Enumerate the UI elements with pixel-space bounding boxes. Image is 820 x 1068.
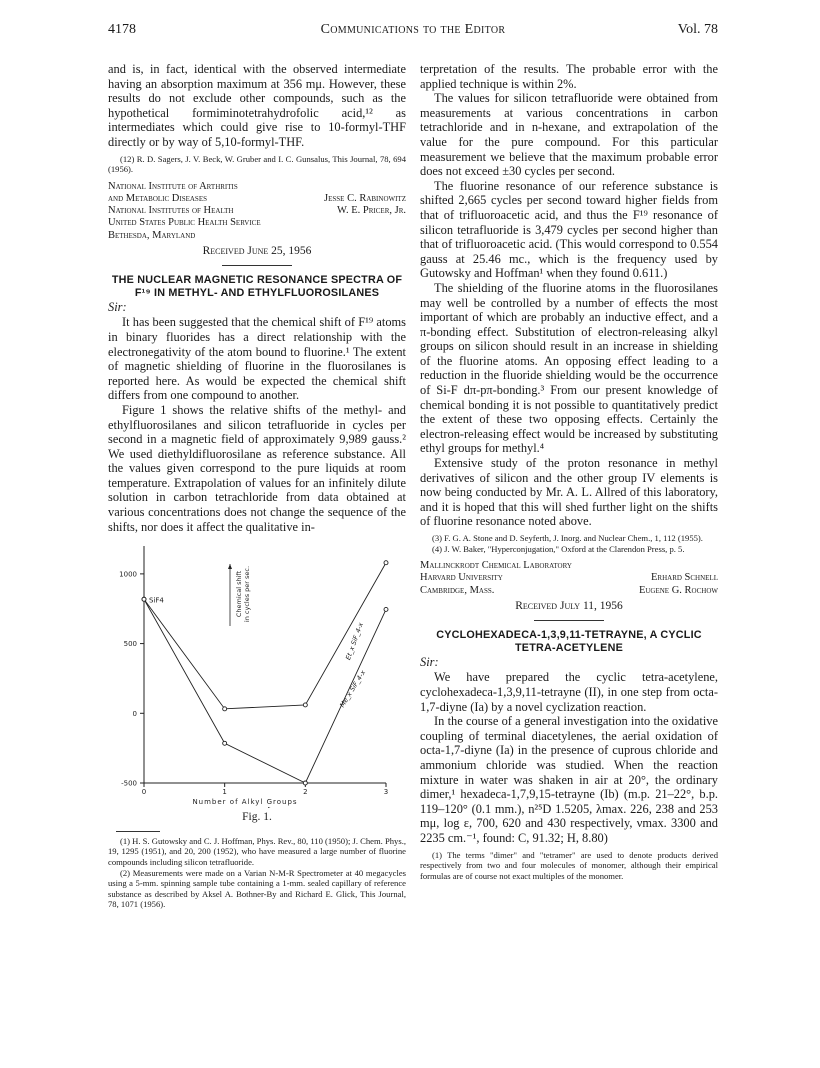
address-line: National Institute of Arthritis [108, 180, 238, 192]
x-tick-label: 2 [303, 788, 308, 797]
received-date: Received July 11, 1956 [515, 599, 623, 612]
address-line: Mallinckrodt Chemical Laboratory [420, 560, 572, 572]
author-name: Eugene G. Rochow [638, 584, 718, 596]
footnote-1b: (1) The terms "dimer" and "tetramer" are used to denote products derived respectively from two and four molecules of monomer, although their empirical formulas are of course not exact multiples of the monomer. [420, 849, 718, 881]
left-column [108, 62, 406, 910]
paragraph: The fluorine resonance of our reference substance is shifted 2,665 cycles per second toward higher fields from that of trifluoroacetic acid, and thus the F¹⁹ resonance of silicon tetrafluoride is 3,479 cycles per second higher than that of trifluoroacetic acid. (This would correspond to 0.554 gauss at 25.46 mc., which is the frequency used by Gutowsky and Hoffman¹ when they found 0.611.) [420, 178, 718, 281]
address-line: and Metabolic Diseases [108, 192, 207, 204]
footnote-divider [116, 831, 160, 832]
address-line: Harvard University [420, 572, 503, 584]
data-point [303, 781, 307, 785]
point-label-sif4: SiF4 [149, 596, 164, 605]
footnote-2: (2) Measurements were made on a Varian N-M-R Spectrometer at 40 megacycles using a 5-mm. spinning sample tube containing a 1-mm. sealed capillary of reference substance as described by Aksel A. Bothner-By and Richard E. Glick, This Journal, 78, 1071 (1956). [108, 867, 406, 910]
x-axis-label: Number of Alkyl Groups [192, 798, 298, 807]
x-tick-label: 3 [383, 788, 389, 797]
footnote-1: (1) H. S. Gutowsky and C. J. Hoffman, Phys. Rev., 80, 110 (1950); J. Chem. Phys., 19, 1295 (1951), and 20, 200 (1952), who have measured a large number of fluorine compounds including silicon tetrafluoride. [108, 835, 406, 868]
data-point [303, 703, 307, 707]
x-tick-label: 0 [141, 788, 147, 797]
paragraph: terpretation of the results. The probable error with the applied technique is within 2%. [420, 62, 718, 91]
divider [534, 620, 604, 621]
author-name: Erhard Schnell [651, 572, 718, 584]
paragraph-intro: and is, in fact, identical with the observed intermediate having an absorption maximum at 356 mμ. However, these results do not exclude other compounds, such as the hypothetical formiminotetrahydrofolic acid,¹² as intermediates which could give rise to 10-formyl-THF directly or by way of 5,10-formyl-THF. [108, 62, 406, 149]
paragraph: Figure 1 shows the relative shifts of the methyl- and ethylfluorosilanes and silicon tetrafluoride in cycles per second in a magnetic field of approximately 9,989 gauss.² We used diethyldifluorosilane as reference substance. All the values given correspond to the pure liquids at room temperature. Extrapolation of values for an infinitely dilute solution in carbon tetrachloride from data obtained at various concentrations does not change the sequence of the shifts, nor does it affect the qualitative in- [108, 402, 406, 534]
y-tick-label: 0 [132, 710, 137, 719]
data-point [142, 598, 146, 602]
author-name: Jesse C. Rabinowitz [324, 192, 406, 204]
paragraph: The shielding of the fluorine atoms in the fluorosilanes may well be controlled by a number of effects the most important of which are probably an inductive effect, and a π-bonding effect. Substitution of electron-releasing alkyl groups on silicon should result in an increase in shielding of the fluorine atoms. An opposing effect leading to a reduction in the fluoride shielding would be the occurrence of Si-F dπ-pπ-bonding.³ From our present knowledge of chemical bonding it is not possible to quantitatively predict the extent of these two opposing effects. Certainly the electron-releasing effect would be increased by substituting ethyl groups for methyl.⁴ [420, 280, 718, 456]
address-line: Cambridge, Mass. [420, 584, 495, 596]
data-point [384, 561, 388, 565]
address-line: National Institutes of Health [108, 205, 234, 217]
paragraph: The values for silicon tetrafluoride were obtained from measurements at various concentrations in carbon tetrachloride and in n-hexane, and extrapolation of the value for the pure compound. For this particular measurement we believe that the maximum probable error does not exceed ±30 cycles per second. [420, 91, 718, 179]
article-title: THE NUCLEAR MAGNETIC RESONANCE SPECTRA OF F¹⁹ IN METHYL- AND ETHYLFLUOROSILANES [111, 274, 403, 299]
y-tick-label: 500 [123, 640, 137, 649]
series-label-et: Et_x SiF_4-x [344, 621, 365, 662]
right-column [420, 62, 718, 881]
x-axis-arrowhead [268, 807, 273, 808]
paragraph: It has been suggested that the chemical shift of F¹⁹ atoms in binary fluorides has a direct relationship with the electronegativity of the atom bound to fluorine.¹ The extent of magnetic shielding of fluorine in the fluorosilanes is reported here. As would be expected the chemical shift differs from one compound to another. [108, 315, 406, 403]
figure-caption: Fig. 1. [242, 811, 272, 824]
divider [222, 265, 292, 266]
data-point [223, 742, 227, 746]
data-point [223, 707, 227, 711]
author-name: W. E. Pricer, Jr. [337, 205, 406, 217]
x-tick-label: 1 [222, 788, 227, 797]
author-address-2 [420, 560, 718, 597]
author-address-1 [108, 181, 406, 242]
footnote-12: (12) R. D. Sagers, J. V. Beck, W. Gruber and I. C. Gunsalus, This Journal, 78, 694 (1956). [108, 153, 406, 175]
footnote-3: (3) F. G. A. Stone and D. Seyferth, J. Inorg. and Nuclear Chem., 1, 112 (1955). [432, 533, 703, 543]
address-line: United States Public Health Service [108, 217, 261, 229]
footnote-4: (4) J. W. Baker, "Hyperconjugation," Oxford at the Clarendon Press, p. 5. [432, 543, 685, 554]
data-point [384, 608, 388, 612]
salutation: Sir: [108, 299, 127, 314]
received-date: Received June 25, 1956 [202, 244, 312, 257]
paragraph: In the course of a general investigation into the oxidative coupling of terminal diacetylenes, the aerial oxidation of octa-1,7-diyne (Ia) in the presence of cuprous chloride and ammonium chloride was studied. When the reaction mixture in water was shaken in air at 20°, the ordinary dimer,¹ hexadeca-1,7,9,15-tetrayne (Ib) (m.p. 21–22°, b.p. 119–120° (0.1 mm.), n²⁵D 1.5205, λmax. 226, 238 and 253 mμ, log ε, 700, 620 and 430 respectively, νmax. 3300 and 2235 cm.⁻¹, found: C, 91.32; H, 8.80) [420, 714, 718, 845]
address-line: Bethesda, Maryland [108, 229, 196, 241]
paragraph: We have prepared the cyclic tetra-acetylene, cyclohexadeca-1,3,9,11-tetrayne (II), in one step from octa-1,7-diyne (Ia) by a novel cyclization reaction. [420, 670, 718, 714]
page-header [108, 22, 718, 40]
journal-title: Communications to the Editor [320, 22, 506, 37]
volume-label: Vol. 78 [677, 22, 718, 37]
figure-1-chart [104, 538, 404, 808]
y-tick-label: -500 [121, 779, 137, 788]
series-label-me: Me_x SiF_4-x [338, 669, 368, 710]
y-axis-arrowhead [228, 564, 232, 569]
y-axis-label: in cycles per sec. [243, 566, 251, 623]
y-axis-label: Chemical shift [235, 571, 243, 618]
page-number: 4178 [108, 22, 136, 37]
y-tick-label: 1000 [119, 570, 137, 579]
article-title: CYCLOHEXADECA-1,3,9,11-TETRAYNE, A CYCLIC TETRA-ACETYLENE [436, 629, 702, 654]
paragraph: Extensive study of the proton resonance in methyl derivatives of silicon and the other group IV elements is now being conducted by Mr. A. L. Allred of this laboratory, and it is hoped that this will shed further light on the shifts of fluorine resonance noted above. [420, 456, 718, 529]
salutation: Sir: [420, 654, 439, 669]
